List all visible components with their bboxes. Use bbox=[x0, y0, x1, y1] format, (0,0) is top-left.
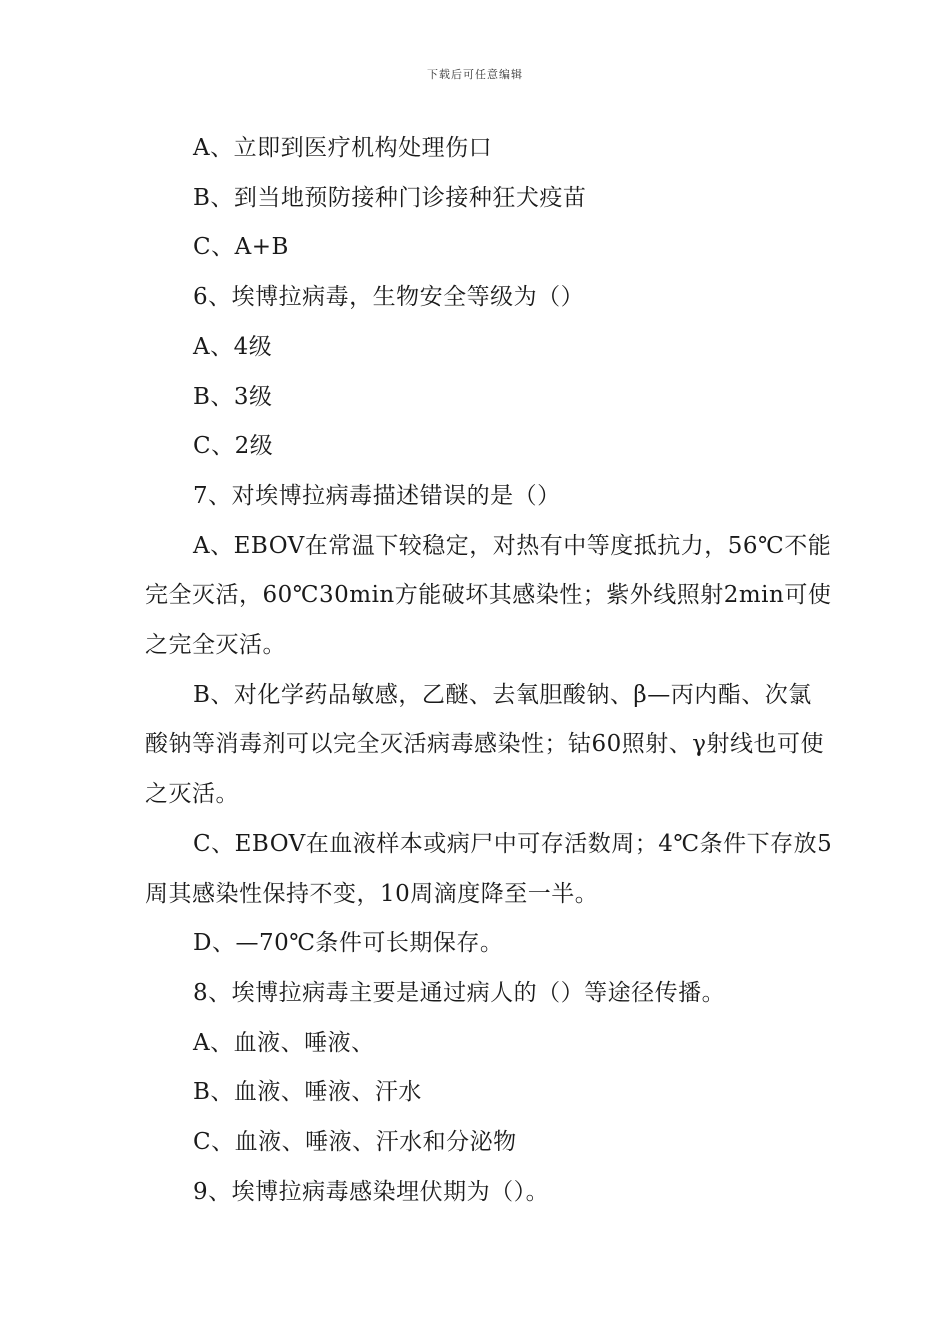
option-a-wound: A、立即到医疗机构处理伤口 bbox=[193, 135, 493, 161]
q7-option-d: D、—70℃条件可长期保存。 bbox=[193, 930, 504, 957]
question-8: 8、埃博拉病毒主要是通过病人的（）等途径传播。 bbox=[193, 979, 726, 1006]
question-9: 9、埃博拉病毒感染埋伏期为（）。 bbox=[193, 1178, 550, 1205]
option-b-vaccine: B、到当地预防接种门诊接种狂犬疫苗 bbox=[193, 184, 587, 211]
q7-option-c: C、EBOV在血液样本或病尸中可存活数周；4℃条件下存放5周其感染性保持不变，10周滴度降至一半。 bbox=[145, 830, 833, 907]
question-6: 6、埃博拉病毒，生物安全等级为（） bbox=[193, 284, 585, 311]
option-c-both: C、A+B bbox=[193, 234, 289, 261]
q8-option-a: A、血液、唾液、 bbox=[193, 1029, 375, 1056]
q7-option-a: A、EBOV在常温下较稳定，对热有中等度抵抗力，56℃不能完全灭活，60℃30min方能破坏其感染性；紫外线照射2min可使之完全灭活。 bbox=[145, 532, 832, 659]
q6-option-b: B、3级 bbox=[193, 383, 273, 410]
q8-option-c: C、血液、唾液、汗水和分泌物 bbox=[193, 1129, 517, 1156]
q8-option-b: B、血液、唾液、汗水 bbox=[193, 1079, 422, 1106]
question-7: 7、对埃博拉病毒描述错误的是（） bbox=[193, 482, 561, 509]
q7-option-b: B、对化学药品敏感，乙醚、去氧胆酸钠、β—丙内酯、次氯酸钠等消毒剂可以完全灭活病毒感染性；钴60照射、γ射线也可使之灭活。 bbox=[145, 681, 825, 808]
page-header: 下载后可任意编辑 bbox=[427, 68, 523, 81]
q6-option-a: A、4级 bbox=[193, 333, 273, 360]
q6-option-c: C、2级 bbox=[193, 433, 274, 460]
document-body bbox=[145, 124, 835, 1217]
